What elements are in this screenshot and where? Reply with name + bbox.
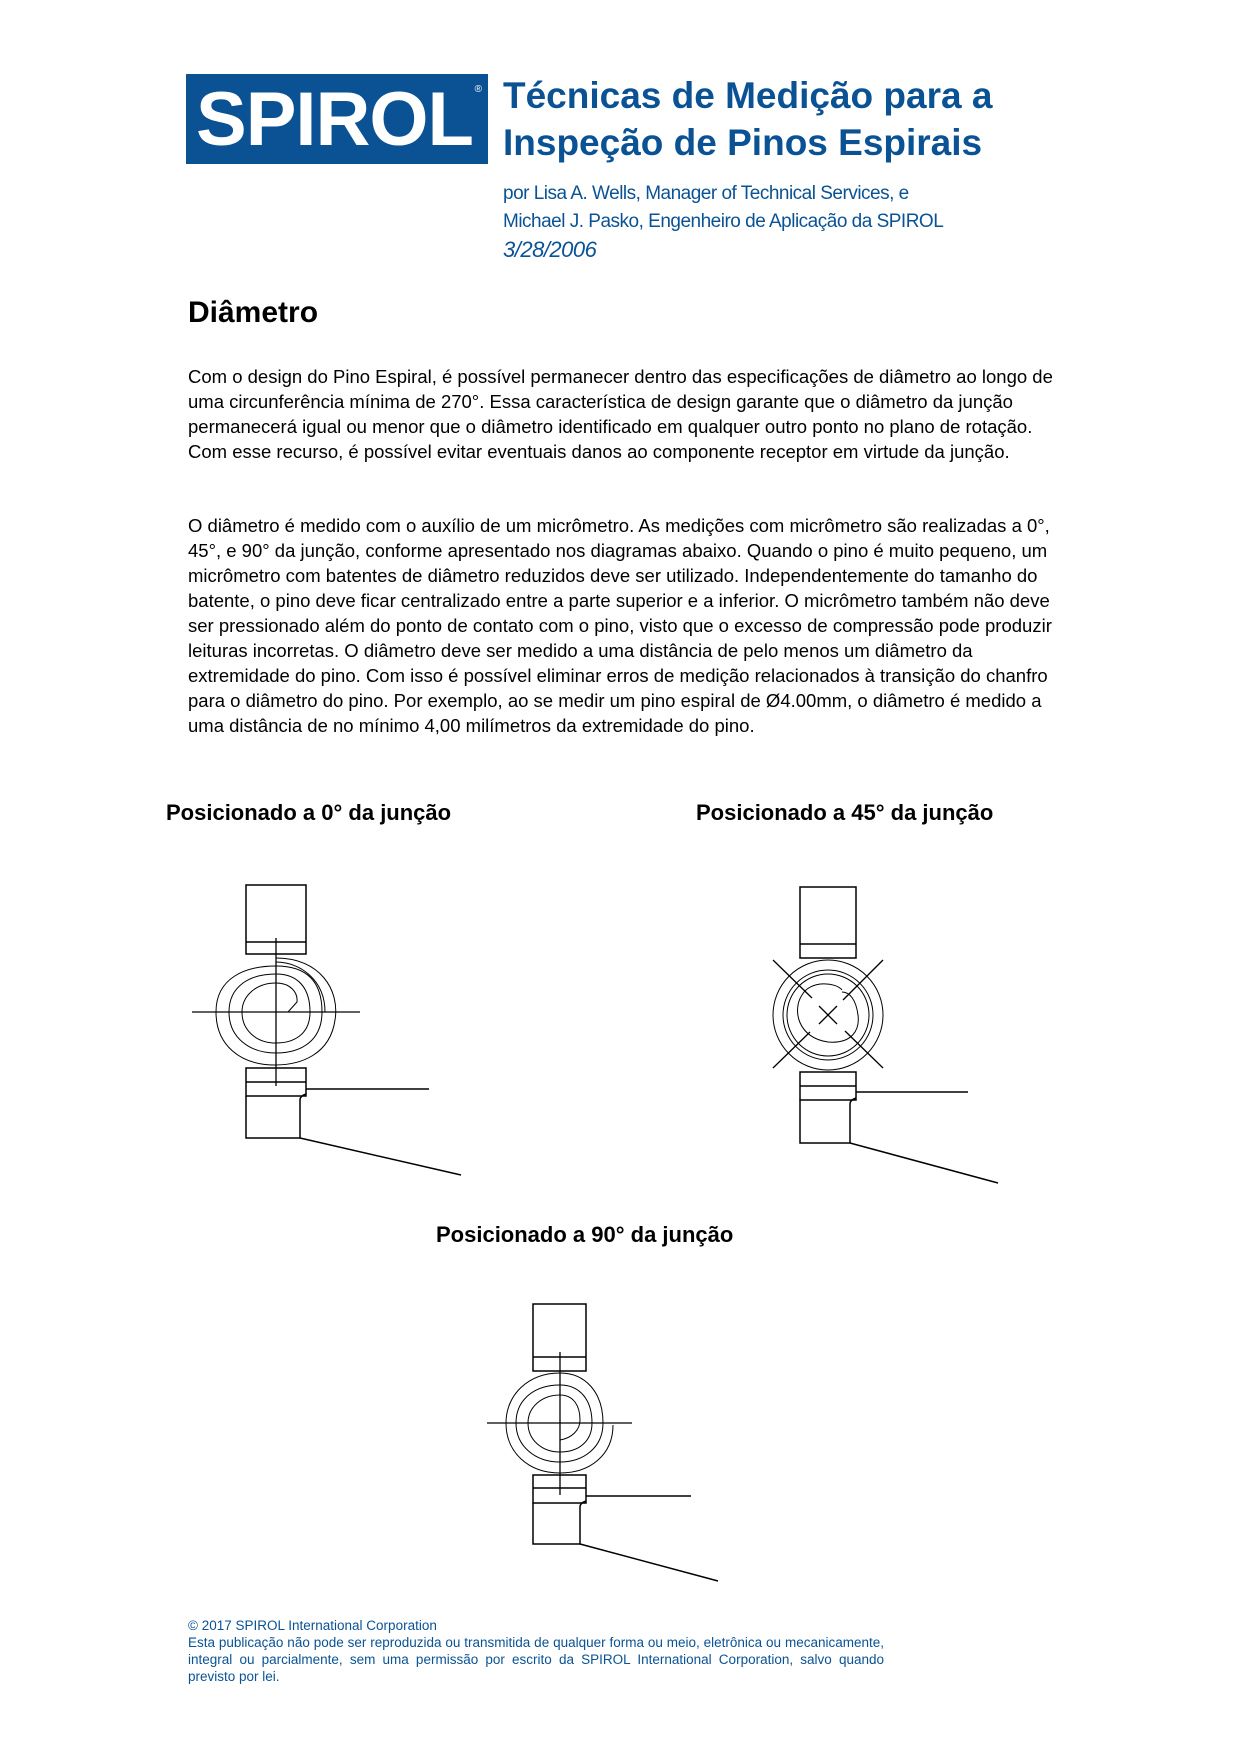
copyright-notice: © 2017 SPIROL International Corporation	[188, 1618, 437, 1633]
logo-text: SPIROL	[196, 77, 473, 162]
legal-notice: Esta publicação não pode ser reproduzida ou transmitida de qualquer forma ou meio, eletrônica ou mecanicamente, integral ou parcialmente, sem uma permissão por escrito da SPIROL International Corporation, salvo quando previsto por lei.	[188, 1635, 884, 1684]
diagram-caption-0deg: Posicionado a 0° da junção	[166, 800, 452, 825]
centerlines	[192, 938, 360, 1086]
diagram-0deg	[180, 870, 480, 1190]
title-line-1: Técnicas de Medição para a	[503, 75, 993, 116]
document-date: 3/28/2006	[503, 237, 597, 262]
document-title	[503, 72, 992, 166]
bottom-anvil	[246, 1068, 461, 1175]
byline-authors-2: Michael J. Pasko, Engenheiro de Aplicação da SPIROL	[503, 211, 944, 232]
footer	[188, 1617, 884, 1685]
byline	[503, 180, 943, 264]
top-anvil	[800, 887, 856, 958]
diagonal-centerlines	[773, 960, 883, 1068]
paragraph-1: Com o design do Pino Espiral, é possível permanecer dentro das especificações de diâmetro ao longo de uma circunferência mínima de 270°. Essa característica de design garante que o diâmetro da junção permanecerá igual ou menor que o diâmetro identificado em qualquer outro ponto no plano de rotação. Com esse recurso, é possível evitar eventuais danos ao componente receptor em virtude da junção.	[188, 366, 1053, 462]
diagram-caption-45deg: Posicionado a 45° da junção	[696, 800, 994, 825]
title-line-2: Inspeção de Pinos Espirais	[503, 122, 983, 163]
bottom-anvil	[800, 1072, 998, 1183]
registered-mark: ®	[474, 84, 482, 95]
centerlines	[487, 1352, 632, 1495]
paragraph-2: O diâmetro é medido com o auxílio de um micrômetro. As medições com micrômetro são realizadas a 0°, 45°, e 90° da junção, conforme apresentado nos diagramas abaixo. Quando o pino é muito pequeno, um micrômetro com batentes de diâmetro reduzidos deve ser utilizado. Independentemente do tamanho do batente, o pino deve ficar centralizado entre a parte superior e a inferior. O micrômetro também não deve ser pressionado além do ponto de contato com o pino, visto que o excesso de compressão pode produzir leituras incorretas. O diâmetro deve ser medido a uma distância de pelo menos um diâmetro da extremidade do pino. Com isso é possível eliminar erros de medição relacionados à transição do chanfro para o diâmetro do pino. Por exemplo, ao se medir um pino espiral de Ø4.00mm, o diâmetro é medido a uma distância de no mínimo 4,00 milímetros da extremidade do pino.	[188, 515, 1052, 736]
diagram-caption-90deg: Posicionado a 90° da junção	[436, 1222, 734, 1247]
diagram-45deg	[740, 870, 1020, 1190]
diagram-90deg	[470, 1280, 730, 1600]
byline-authors-1: por Lisa A. Wells, Manager of Technical Services, e	[503, 183, 909, 204]
section-heading: Diâmetro	[188, 296, 319, 329]
bottom-anvil	[533, 1475, 718, 1581]
spirol-logo	[186, 74, 488, 164]
